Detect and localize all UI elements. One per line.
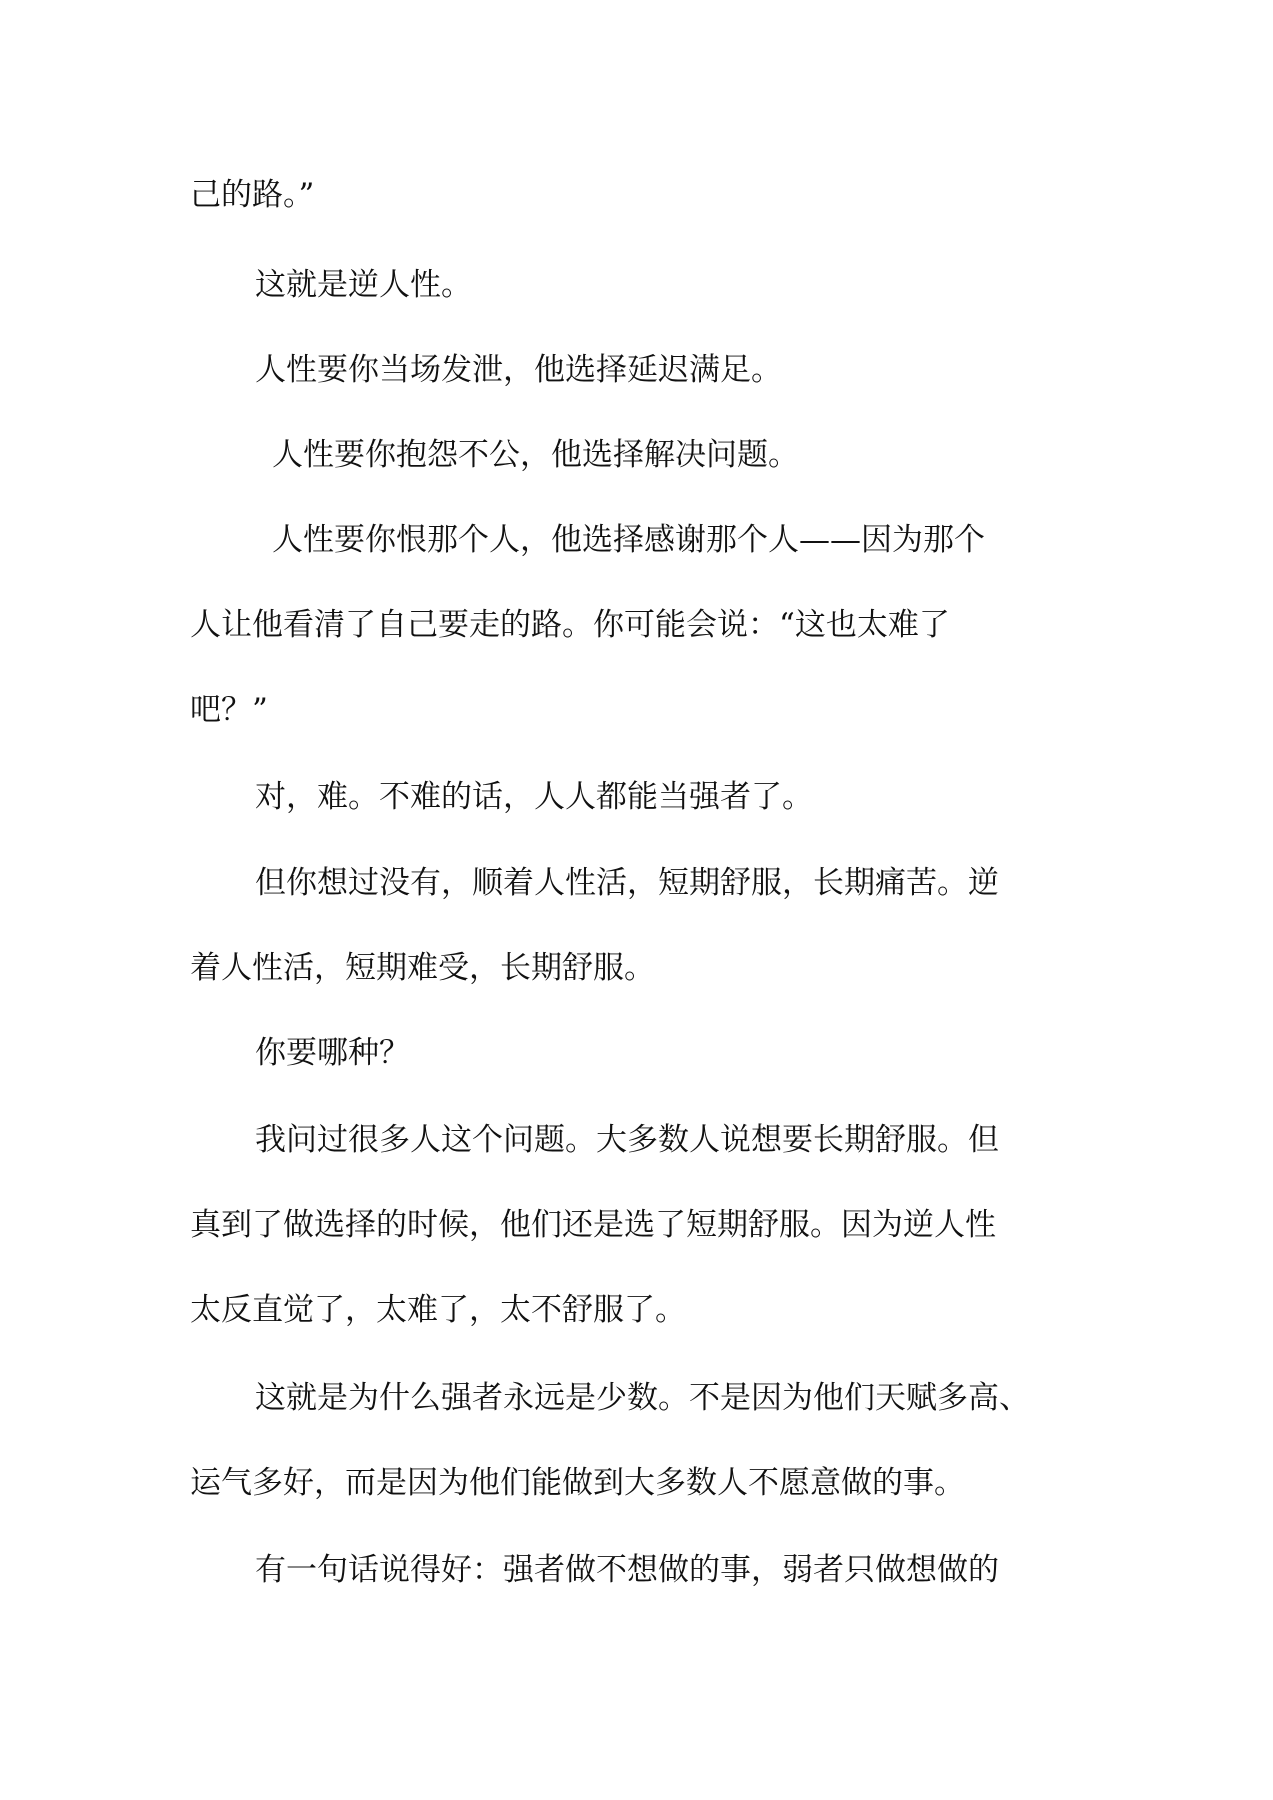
text-line: 这就是逆人性。	[255, 267, 472, 303]
text-line: 这就是为什么强者永远是少数。不是因为他们天赋多高、	[255, 1380, 1030, 1416]
text-line: 你要哪种？	[255, 1035, 410, 1071]
text-line: 运气多好，而是因为他们能做到大多数人不愿意做的事。	[190, 1465, 965, 1501]
text-line: 但你想过没有，顺着人性活，短期舒服，长期痛苦。逆	[255, 865, 999, 901]
text-line: 人性要你当场发泄，他选择延迟满足。	[255, 352, 782, 388]
text-line: 人性要你抱怨不公，他选择解决问题。	[272, 437, 799, 473]
text-line: 有一句话说得好：强者做不想做的事，弱者只做想做的	[255, 1552, 999, 1588]
text-line: 对，难。不难的话，人人都能当强者了。	[255, 779, 813, 815]
text-line: 吧？”	[190, 692, 268, 728]
text-line: 人让他看清了自己要走的路。你可能会说：“这也太难了	[190, 607, 950, 643]
text-line: 人性要你恨那个人，他选择感谢那个人——因为那个	[272, 522, 985, 558]
text-line: 己的路。”	[190, 177, 315, 213]
text-line: 我问过很多人这个问题。大多数人说想要长期舒服。但	[255, 1122, 999, 1158]
text-line: 太反直觉了，太难了，太不舒服了。	[190, 1292, 686, 1328]
text-line: 真到了做选择的时候，他们还是选了短期舒服。因为逆人性	[190, 1207, 996, 1243]
text-line: 着人性活，短期难受，长期舒服。	[190, 950, 655, 986]
